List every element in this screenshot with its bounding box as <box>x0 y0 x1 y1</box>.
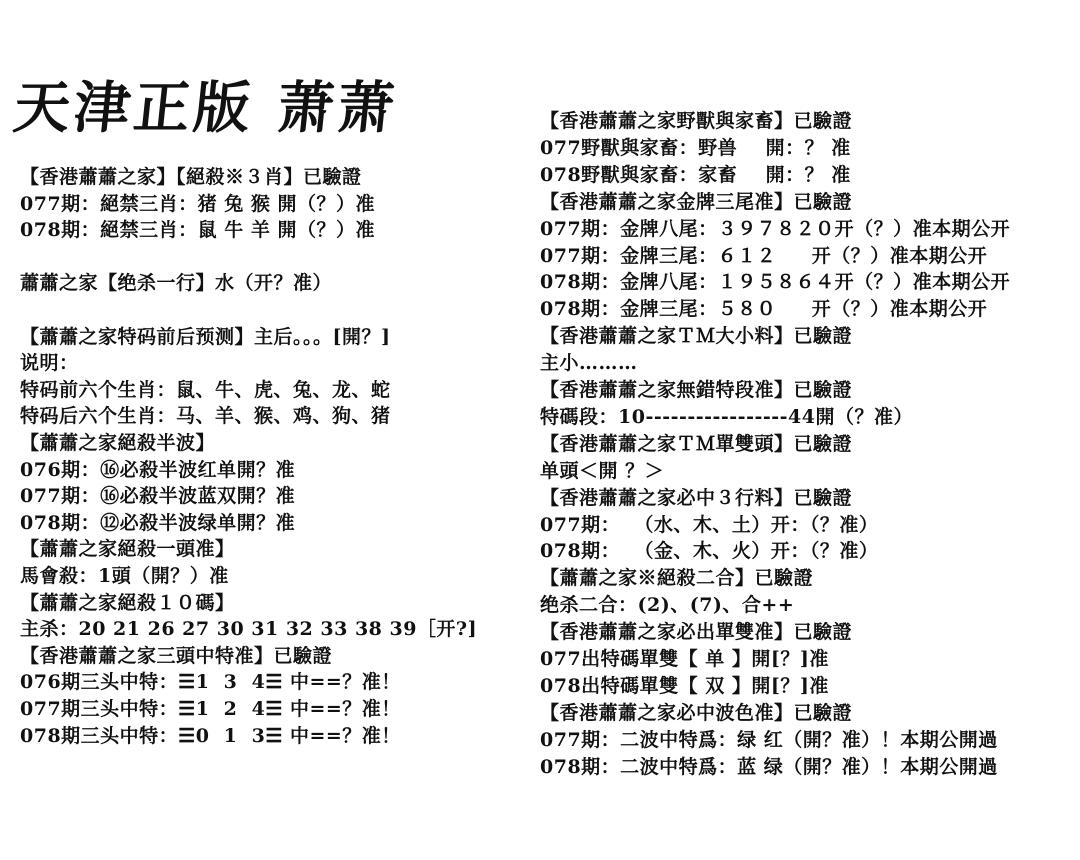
page-title: 天津正版 萧萧 <box>10 75 401 141</box>
text-line: 077期：絕禁三肖：猪 兔 猴 開（？）准 <box>20 192 376 215</box>
text-line: 【香港蕭蕭之家】【絕殺※３肖】已驗證 <box>20 166 362 188</box>
text-line: 【香港蕭蕭之家三頭中特准】已驗證 <box>20 644 333 667</box>
text-line: 说明： <box>20 352 79 375</box>
text-line: 077期：金牌三尾：６１２ 开（？）准本期公开 <box>540 244 988 267</box>
text-line: 主小……… <box>540 352 638 375</box>
text-line: 078野獸與家畜：家畜 開：？ 准 <box>540 163 851 186</box>
text-line: 078出特碼單雙【 双 】開[？]准 <box>540 674 829 697</box>
text-line: 077期：二波中特爲：绿 红（開？准）！本期公開過 <box>540 728 998 751</box>
text-line: 【蕭蕭之家絕殺１０碼】 <box>20 591 235 614</box>
text-line: 蕭蕭之家【绝杀一行】水（开？准） <box>20 272 333 295</box>
text-line: 【香港蕭蕭之家野獸與家畜】已驗證 <box>540 110 853 132</box>
text-line: 077期三头中特：☰1 2 4☰ 中==？准！ <box>20 698 401 720</box>
text-line: 【香港蕭蕭之家ＴＭ大小料】已驗證 <box>540 325 853 348</box>
text-line: 【香港蕭蕭之家無錯特段准】已驗證 <box>540 379 853 401</box>
text-line: 【香港蕭蕭之家ＴＭ單雙頭】已驗證 <box>540 432 853 455</box>
text-line: 【蕭蕭之家絕殺半波】 <box>20 432 216 454</box>
text-line: 077出特碼單雙【 单 】開[？]准 <box>540 648 829 670</box>
text-line: 078期：⑫必殺半波绿单開？准 <box>20 511 296 534</box>
text-line: 馬會殺：1頭（開？）准 <box>20 565 229 587</box>
text-line: 078期：二波中特爲：蓝 绿（開？准）！本期公開過 <box>540 755 998 778</box>
text-line: 【蕭蕭之家絕殺一頭准】 <box>20 538 235 561</box>
text-line: 077期：⑯必殺半波蓝双開？准 <box>20 485 296 508</box>
text-line: 【蕭蕭之家特码前后预测】主后。。。[開？] <box>20 325 391 348</box>
text-line: 077期： （水、木、土）开：（？准） <box>540 513 879 536</box>
text-line: 特码后六个生肖：马、羊、猴、鸡、狗、猪 <box>20 405 391 428</box>
text-line: 078期：金牌八尾：１９５８６４开（？）准本期公开 <box>540 271 1011 294</box>
text-line: 【香港蕭蕭之家必中３行料】已驗證 <box>540 486 853 509</box>
text-line: 【香港蕭蕭之家必出單雙准】已驗證 <box>540 621 853 644</box>
text-line: 077野獸與家畜：野兽 開：？ 准 <box>540 136 851 159</box>
text-line: 【香港蕭蕭之家金牌三尾准】已驗證 <box>540 190 853 213</box>
text-line: 【蕭蕭之家※絕殺二合】已驗證 <box>540 567 814 590</box>
text-line: 078期： （金、木、火）开：（？准） <box>540 540 879 563</box>
text-line: 主杀：20 21 26 27 30 31 32 33 38 39［开?] <box>20 618 478 641</box>
text-line: 078期三头中特：☰0 1 3☰ 中==？准！ <box>20 724 401 747</box>
text-line: 特码前六个生肖：鼠、牛、虎、兔、龙、蛇 <box>20 378 391 401</box>
text-line: 特碼段：10-----------------44開（？准） <box>540 405 913 428</box>
text-line: 076期三头中特：☰1 3 4☰ 中==？准！ <box>20 671 401 694</box>
text-line: 078期：金牌三尾：５８０ 开（？）准本期公开 <box>540 298 988 321</box>
text-line: 077期：金牌八尾：３９７８２０开（？）准本期公开 <box>540 217 1011 240</box>
text-line: 078期：絕禁三肖：鼠 牛 羊 開（？）准 <box>20 219 376 242</box>
text-line: 【香港蕭蕭之家必中波色准】已驗證 <box>540 701 853 724</box>
text-line: 076期：⑯必殺半波红单開？准 <box>20 458 296 481</box>
text-line: 绝杀二合：(2)、(7)、合++ <box>540 594 795 617</box>
text-line: 单頭＜開 ？＞ <box>540 459 665 482</box>
